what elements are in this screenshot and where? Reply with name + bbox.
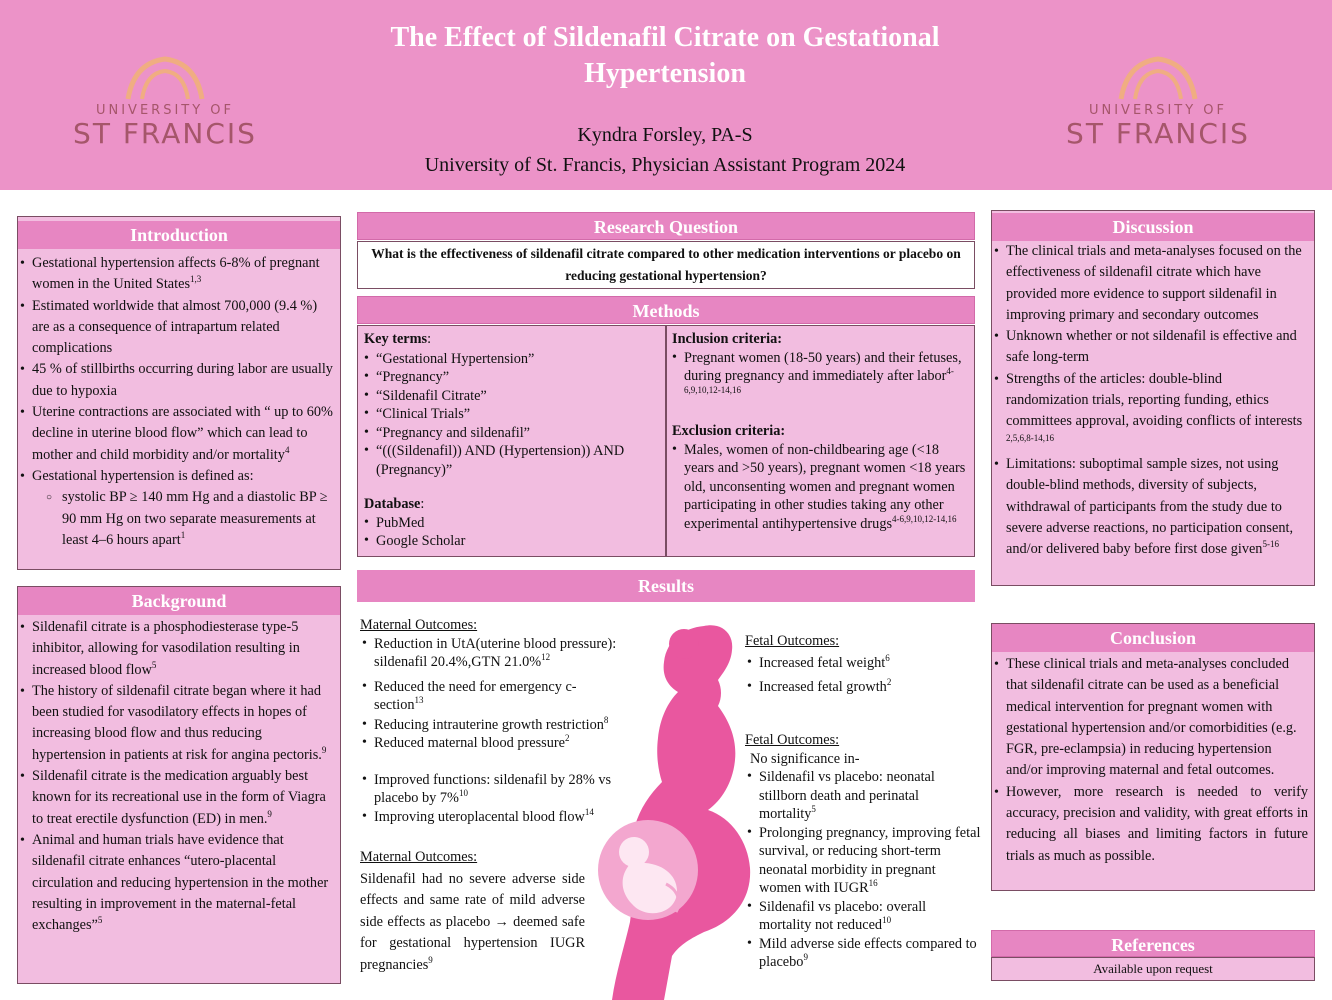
discussion-body xyxy=(992,241,1314,560)
database-item: • PubMed xyxy=(364,514,659,533)
list-item: • Reduced the need for emergency c-section$^{13}$ xyxy=(362,678,592,715)
list-item: • The history of sildenafil citrate began where it had been studied for vasodilatory effects in hopes of increasing blood flow and thus reducing hypertension in patients at risk for angina pectoris.$^9$ xyxy=(20,681,334,766)
inclusion-list xyxy=(672,349,970,405)
list-item: • Sildenafil vs placebo: overall mortality not reduced$^{10}$ xyxy=(747,898,957,935)
exclusion-label: Exclusion criteria: xyxy=(672,423,786,439)
university-logo-left xyxy=(55,55,275,155)
poster-header xyxy=(0,0,1332,190)
inclusion-item: • Pregnant women (18-50 years) and their fetuses, during pregnancy and immediately after labor$^{4-6,9,10,12-14,16}$ xyxy=(672,349,970,405)
key-terms-list xyxy=(364,350,659,480)
database-list xyxy=(364,514,659,551)
conclusion-list xyxy=(994,654,1308,867)
university-arch-icon xyxy=(1113,55,1203,101)
logo-line2: ST FRANCIS xyxy=(1066,117,1250,150)
list-item: • These clinical trials and meta-analyses concluded that sildenafil citrate can be used as a beneficial medical intervention for pregnant women with gestational hypertension and/or comorbidities (e.g. FGR, pre-eclampsia) in reducing hypertension and/or improving maternal and fetal outcomes. xyxy=(994,654,1308,782)
list-item: • Mild adverse side effects compared to placebo$^9$ xyxy=(747,935,981,972)
list-item: • Gestational hypertension affects 6-8% of pregnant women in the United States$^{1,3}$ xyxy=(20,253,334,296)
discussion-list xyxy=(994,241,1308,560)
list-item: • Sildenafil citrate is the medication arguably best known for its recreational use in the form of Viagra to treat erectile dysfunction (ED) in men.$^9$ xyxy=(20,766,334,830)
key-term-item: • “Clinical Trials” xyxy=(364,405,659,424)
introduction-list xyxy=(20,253,334,551)
list-item: • Reducing intrauterine growth restriction$^8$ xyxy=(362,716,650,735)
maternal-safety-text: Sildenafil had no severe adverse side effects and same rate of mild adverse side effects as placebo → deemed safe for gestational hypertension IUGR pregnancies xyxy=(360,870,585,973)
background-panel xyxy=(17,586,341,984)
sub-list-item: ○ systolic BP ≥ 140 mm Hg and a diastolic BP ≥ 90 mm Hg on two separate measurements at least 4–6 hours apart$^1$ xyxy=(46,487,334,551)
results-maternal-safety: Maternal Outcomes: Sildenafil had no severe adverse side effects and same rate of mild adverse side effects as placebo → deemed safe for gestational hypertension IUGR pregnancies$^9$ xyxy=(360,849,585,973)
methods-heading: Methods xyxy=(357,296,975,324)
background-list xyxy=(20,617,334,936)
list-item: • Limitations: suboptimal sample sizes, not using double-blind methods, diversity of subjects, withdrawal of participants from the study due to severe adverse reactions, no participation consent, and/or delivered baby before first dose given$^{5-16}$ xyxy=(994,454,1308,560)
list-item: • Prolonging pregnancy, improving fetal survival, or reducing short-term neonatal morbidity in pregnant women with IUGR$^{16}$ xyxy=(747,824,981,898)
exclusion-list xyxy=(672,441,970,534)
research-question-text: What is the effectiveness of sildenafil citrate compared to other medication interventions or placebo on reducing gestational hypertension? xyxy=(357,241,975,289)
methods-divider xyxy=(665,326,667,556)
discussion-heading: Discussion xyxy=(992,213,1314,241)
results-fetal-outcomes xyxy=(745,632,973,697)
introduction-body xyxy=(18,249,340,551)
research-question-heading: Research Question xyxy=(357,212,975,240)
key-term-item: • “Sildenafil Citrate” xyxy=(364,387,659,406)
results-maternal-outcomes xyxy=(360,616,650,826)
list-item: • Sildenafil citrate is a phosphodiesterase type-5 inhibitor, allowing for vasodilation resulting in increased blood flow$^5$ xyxy=(20,617,334,681)
logo-line1: UNIVERSITY OF xyxy=(95,103,235,118)
author-block xyxy=(330,120,1000,180)
list-item: • The clinical trials and meta-analyses focused on the effectiveness of sildenafil citrate which have provided more evidence to support sildenafil in improving primary and secondary outcomes xyxy=(994,241,1308,326)
university-arch-icon xyxy=(120,55,210,101)
no-significance-label: No significance in- xyxy=(750,750,860,767)
maternal-outcomes-label-2: Maternal Outcomes: xyxy=(360,849,478,865)
sub-list xyxy=(46,487,334,551)
list-item: • Estimated worldwide that almost 700,000 (9.4 %) are as a consequence of intrapartum related complications xyxy=(20,296,334,360)
exclusion-item: • Males, women of non-childbearing age (<18 years and >50 years), pregnant women <18 years old, unconsenting women and pregnant women participating in other studies taking any other experimental antihypertensive drugs$^{4-6,9,10,12-14,16}$ xyxy=(672,441,970,534)
logo-line1: UNIVERSITY OF xyxy=(1088,103,1228,118)
database-item: • Google Scholar xyxy=(364,532,659,551)
author-name: Kyndra Forsley, PA-S xyxy=(577,124,753,146)
list-item: • Unknown whether or not sildenafil is effective and safe long-term xyxy=(994,326,1308,369)
inclusion-label: Inclusion criteria: xyxy=(672,331,782,347)
results-heading: Results xyxy=(357,570,975,602)
list-item: • Strengths of the articles: double-blind randomization trials, reporting funding, ethics committees approval, avoiding conflicts of interests $^{2,5,6,8-14,16}$ xyxy=(994,369,1308,454)
introduction-heading: Introduction xyxy=(18,221,340,249)
references-body: Available upon request xyxy=(991,957,1315,981)
logo-line2: ST FRANCIS xyxy=(73,117,257,150)
list-item: • Reduced maternal blood pressure$^2$ xyxy=(362,734,650,753)
methods-right-column xyxy=(668,326,974,556)
list-item: • Increased fetal growth$^2$ xyxy=(747,678,973,697)
list-item: • Improving uteroplacental blood flow$^{14}$ xyxy=(362,808,650,827)
methods-left-column: Key terms: • “Gestational Hypertension” • “Pregnancy” • “Sildenafil Citrate” • “Clinical Trials” • “Pregnancy and sildenafil” • “(((Sildenafil)) AND (Hypertension)) AND (Pregnancy)” Database: • PubMed • Google Scholar xyxy=(360,326,663,556)
poster-title: The Effect of Sildenafil Citrate on Gestational Hypertension xyxy=(390,22,940,89)
discussion-panel xyxy=(991,210,1315,586)
database-label: Database xyxy=(364,496,421,512)
list-item: • Animal and human trials have evidence that sildenafil citrate enhances “utero-placental circulation and reducing hypertension in the mother resulting in improvement in the maternal-fetal exchanges”$^5$ xyxy=(20,830,334,936)
conclusion-panel xyxy=(991,623,1315,891)
list-item: • 45 % of stillbirths occurring during labor are usually due to hypoxia xyxy=(20,359,334,402)
fetal-outcomes-label: Fetal Outcomes: xyxy=(745,633,840,649)
key-term-item: • “Pregnancy and sildenafil” xyxy=(364,424,659,443)
list-item: • Improved functions: sildenafil by 28% vs placebo by 7%$^{10}$ xyxy=(362,771,624,808)
list-item: • Sildenafil vs placebo: neonatal stillborn death and perinatal mortality$^5$ xyxy=(747,768,957,824)
no-significance-list xyxy=(747,768,981,972)
background-heading: Background xyxy=(18,587,340,615)
conclusion-heading: Conclusion xyxy=(992,624,1314,652)
references-heading: References xyxy=(991,930,1315,957)
fetal-outcomes-list xyxy=(747,654,973,697)
list-item: • Increased fetal weight$^6$ xyxy=(747,654,973,673)
maternal-outcomes-list xyxy=(362,635,650,827)
maternal-outcomes-label: Maternal Outcomes: xyxy=(360,617,478,633)
fetal-outcomes-label-2: Fetal Outcomes: xyxy=(745,732,840,748)
list-item: • Gestational hypertension is defined as: ○ systolic BP ≥ 140 mm Hg and a diastolic BP ≥ 90 mm Hg on two separate measurements at least 4–6 hours apart$^1$ xyxy=(20,466,334,551)
background-body xyxy=(18,615,340,936)
list-item: • Reduction in UtA(uterine blood pressure): sildenafil 20.4%,GTN 21.0%$^{12}$ xyxy=(362,635,644,672)
author-affiliation: University of St. Francis, Physician Assistant Program 2024 xyxy=(424,154,906,176)
list-item: • Uterine contractions are associated with “ up to 60% decline in uterine blood flow” which can lead to mother and child morbidity and/or mortality$^4$ xyxy=(20,402,334,466)
key-term-item: • “Gestational Hypertension” xyxy=(364,350,659,369)
conclusion-body xyxy=(992,652,1314,867)
results-fetal-no-significance xyxy=(745,731,981,972)
introduction-panel xyxy=(17,216,341,570)
key-term-item: • “Pregnancy” xyxy=(364,368,659,387)
key-term-item: • “(((Sildenafil)) AND (Hypertension)) AND (Pregnancy)” xyxy=(364,442,659,479)
list-item: • However, more research is needed to verify accuracy, precision and validity, with great efforts in reducing all biases and limiting factors in future trials as much as possible. xyxy=(994,782,1308,867)
key-terms-label: Key terms xyxy=(364,331,428,347)
university-logo-right xyxy=(1048,55,1268,155)
